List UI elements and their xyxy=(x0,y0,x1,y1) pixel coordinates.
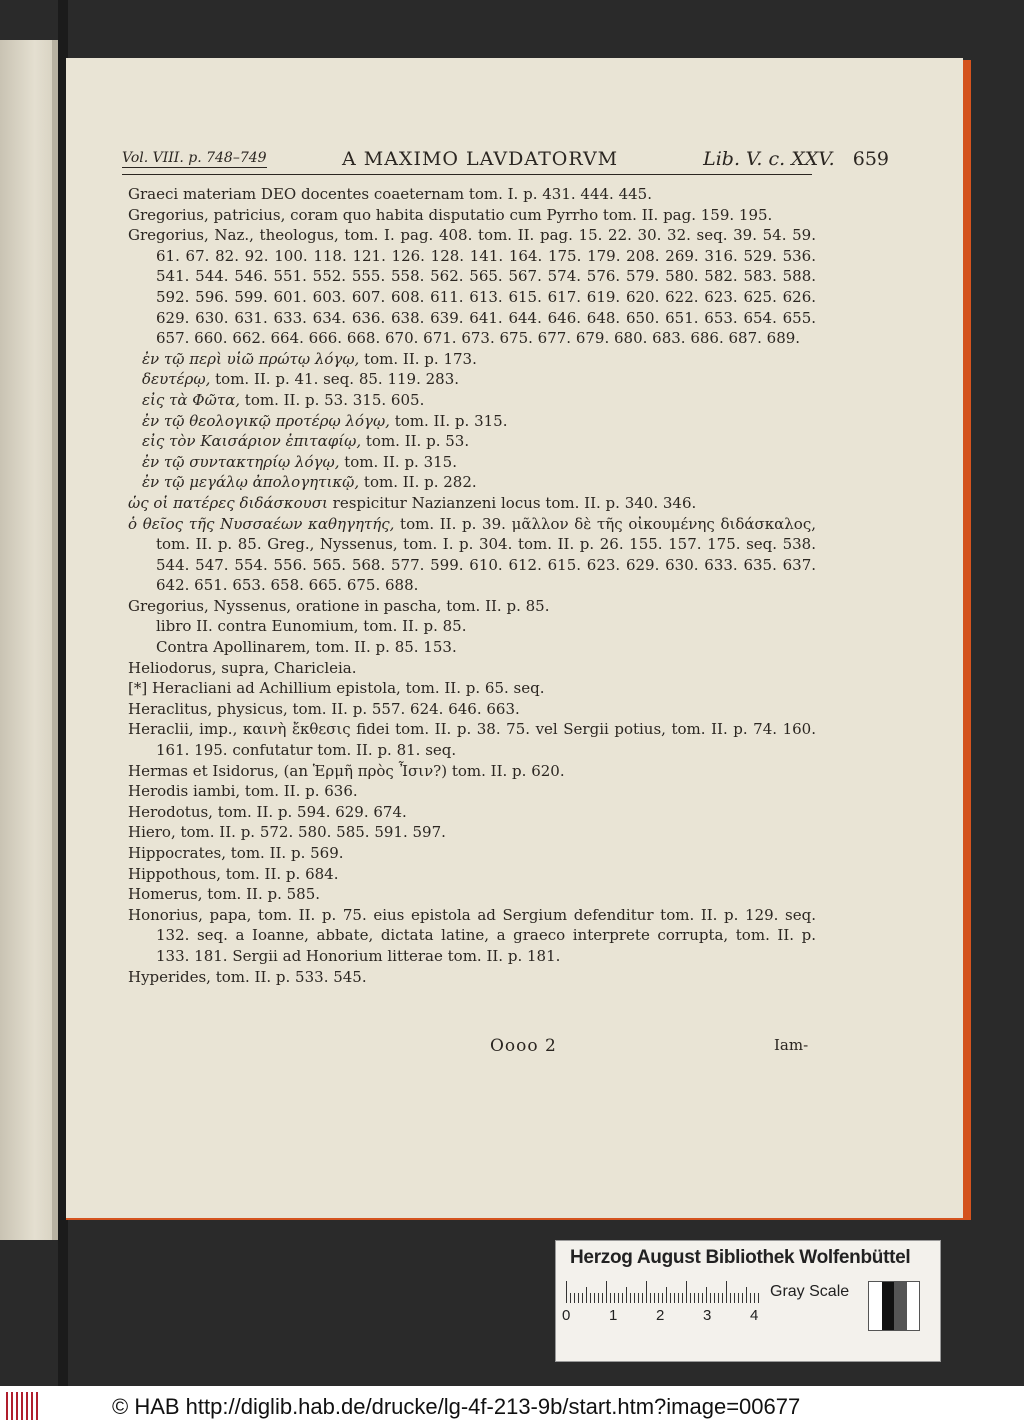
ruler-tick xyxy=(674,1293,675,1303)
ruler-tick xyxy=(574,1293,575,1303)
index-entry xyxy=(128,699,816,720)
ruler-tick xyxy=(754,1293,755,1303)
index-entry-text: Hippothous, tom. II. p. 684. xyxy=(128,864,339,883)
ruler-tick xyxy=(578,1293,579,1303)
gray-swatch xyxy=(894,1282,907,1330)
scale-ruler xyxy=(566,1281,766,1303)
ruler-tick xyxy=(586,1287,587,1303)
ruler-tick xyxy=(682,1293,683,1303)
ruler-tick xyxy=(646,1281,647,1303)
index-entry-text: tom. II. p. 315. xyxy=(389,411,508,430)
index-entry xyxy=(128,843,816,864)
ruler-tick xyxy=(582,1293,583,1303)
ruler-number: 4 xyxy=(750,1307,759,1324)
ruler-tick xyxy=(614,1293,615,1303)
running-head-book-chapter: Lib. V. c. XXV. 659 xyxy=(703,148,889,170)
index-entry xyxy=(142,369,816,390)
index-entry-text: tom. II. p. 173. xyxy=(359,349,477,368)
index-entry-text: Hiero, tom. II. p. 572. 580. 585. 591. 597. xyxy=(128,823,446,842)
gray-swatch xyxy=(907,1282,920,1330)
greek-phrase: ἐν τῷ μεγάλῳ ἀπολογητικῷ, xyxy=(142,473,360,492)
ruler-tick xyxy=(606,1281,607,1303)
index-list xyxy=(128,184,816,987)
ruler-tick xyxy=(670,1293,671,1303)
index-entry xyxy=(128,225,816,349)
ruler-tick xyxy=(650,1293,651,1303)
ruler-tick xyxy=(618,1293,619,1303)
index-entry-text: tom. II. p. 39. μᾶλλον δὲ τῆς οἰκουμένης διδάσκαλος, tom. II. p. 85. Greg., Nyssenus, tom. I. p. 304. tom. II. p. 26. 155. 157. 175. seq. 538. 544. 547. 554. 556. 565. 568. 577. 599. 610. 612. 615. 623. 629. 630. 633. 635. 637. 642. 651. 653. 658. 665. 675. 688. xyxy=(156,514,816,595)
index-entry-text: [*] Heracliani ad Achillium epistola, tom. II. p. 65. seq. xyxy=(128,679,545,698)
index-entry xyxy=(128,184,816,205)
gray-swatch xyxy=(882,1282,895,1330)
ruler-tick xyxy=(726,1281,727,1303)
index-entry-text: tom. II. p. 282. xyxy=(359,473,477,492)
ruler-tick xyxy=(678,1293,679,1303)
index-entry-text: Herodotus, tom. II. p. 594. 629. 674. xyxy=(128,802,407,821)
index-entry-text: libro II. contra Eunomium, tom. II. p. 85. xyxy=(156,617,467,636)
index-entry xyxy=(128,493,816,514)
ruler-tick xyxy=(566,1281,567,1303)
index-entry xyxy=(128,514,816,596)
greek-phrase: εἰς τὰ Φῶτα, xyxy=(142,390,241,409)
ruler-tick xyxy=(642,1293,643,1303)
index-entry xyxy=(142,390,816,411)
index-entry-text: Heraclii, imp., καινὴ ἔκθεσις fidei tom. II. p. 38. 75. vel Sergii potius, tom. II. p. 74. 160. 161. 195. confutatur tom. II. p. 81. seq. xyxy=(128,720,816,760)
ruler-tick xyxy=(602,1293,603,1303)
index-entry xyxy=(136,637,816,658)
index-entry xyxy=(136,616,816,637)
ruler-tick xyxy=(758,1293,759,1303)
ruler-tick xyxy=(626,1287,627,1303)
greek-phrase: ὡς οἱ πατέρες διδάσκουσι xyxy=(128,493,328,512)
index-entry-text: Gregorius, patricius, coram quo habita disputatio cum Pyrrho tom. II. pag. 159. 195. xyxy=(128,205,773,224)
index-entry-text: Honorius, papa, tom. II. p. 75. eius epistola ad Sergium defenditur tom. II. p. 129. seq. 132. seq. a Ioanne, abbate, dictata latine, a graeco interprete corrupta, tom. II. p. 133. 181. Sergii ad Honorium litterae tom. II. p. 181. xyxy=(128,905,816,965)
index-entry-text: tom. II. p. 53. 315. 605. xyxy=(240,390,425,409)
index-entry xyxy=(142,452,816,473)
hab-logo-icon xyxy=(6,1392,42,1420)
ruler-tick xyxy=(734,1293,735,1303)
index-entry xyxy=(128,205,816,226)
index-entry xyxy=(128,864,816,885)
ruler-tick xyxy=(622,1293,623,1303)
gray-swatch xyxy=(869,1282,882,1330)
index-entry xyxy=(128,678,816,699)
index-entry-text: Hyperides, tom. II. p. 533. 545. xyxy=(128,967,367,986)
running-head xyxy=(122,148,889,172)
ruler-tick xyxy=(722,1293,723,1303)
ruler-tick xyxy=(746,1287,747,1303)
index-entry-text: Heraclitus, physicus, tom. II. p. 557. 624. 646. 663. xyxy=(128,699,520,718)
index-entry xyxy=(128,967,816,988)
index-entry-text: Heliodorus, supra, Charicleia. xyxy=(128,658,357,677)
ruler-tick xyxy=(750,1293,751,1303)
index-entry xyxy=(128,761,816,782)
ruler-number: 0 xyxy=(562,1307,571,1324)
index-entry-text: Contra Apollinarem, tom. II. p. 85. 153. xyxy=(156,638,457,657)
index-entry-text: tom. II. p. 41. seq. 85. 119. 283. xyxy=(210,370,460,389)
signature-mark: Oooo 2 xyxy=(490,1036,557,1056)
ruler-tick xyxy=(742,1293,743,1303)
ruler-number: 1 xyxy=(609,1307,618,1324)
index-entry-text: Herodis iambi, tom. II. p. 636. xyxy=(128,782,358,801)
ruler-tick xyxy=(638,1293,639,1303)
catchword: Iam- xyxy=(774,1036,809,1054)
ruler-tick xyxy=(730,1293,731,1303)
greek-phrase: εἰς τὸν Καισάριον ἐπιταφίῳ, xyxy=(142,432,362,451)
index-entry xyxy=(128,719,816,760)
greek-phrase: ὁ θεῖος τῆς Νυσσαέων καθηγητής, xyxy=(128,514,395,533)
index-entry xyxy=(128,596,816,617)
gray-scale-label: Gray Scale xyxy=(770,1283,850,1300)
ruler-number: 2 xyxy=(656,1307,665,1324)
ruler-tick xyxy=(706,1287,707,1303)
ruler-tick xyxy=(662,1293,663,1303)
ruler-tick xyxy=(714,1293,715,1303)
gray-scale-swatches xyxy=(868,1281,920,1331)
ruler-tick xyxy=(694,1293,695,1303)
ruler-tick xyxy=(598,1293,599,1303)
scale-ruler-numbers xyxy=(562,1307,786,1327)
index-entry xyxy=(142,431,816,452)
library-name: Herzog August Bibliothek Wolfenbüttel xyxy=(570,1247,911,1268)
ruler-tick xyxy=(666,1287,667,1303)
ruler-tick xyxy=(634,1293,635,1303)
index-entry-text: Graeci materiam DEO docentes coaeternam tom. I. p. 431. 444. 445. xyxy=(128,185,652,203)
header-rule xyxy=(122,174,812,175)
index-entry xyxy=(128,802,816,823)
ruler-tick xyxy=(686,1281,687,1303)
running-head-volume-ref: Vol. VIII. p. 748–749 xyxy=(122,150,267,166)
index-entry-text: tom. II. p. 315. xyxy=(339,452,457,471)
ruler-tick xyxy=(738,1293,739,1303)
book-page xyxy=(66,58,963,1218)
ruler-tick xyxy=(630,1293,631,1303)
index-entry xyxy=(128,884,816,905)
ruler-tick xyxy=(590,1293,591,1303)
greek-phrase: ἐν τῷ περὶ υἱῶ πρώτῳ λόγῳ, xyxy=(142,349,360,368)
ruler-tick xyxy=(702,1293,703,1303)
greek-phrase: ἐν τῷ συντακτηρίῳ λόγῳ, xyxy=(142,452,340,471)
facing-page-edge xyxy=(0,40,58,1240)
ruler-tick xyxy=(570,1293,571,1303)
ruler-tick xyxy=(718,1293,719,1303)
ruler-tick xyxy=(610,1293,611,1303)
index-entry-text: Hippocrates, tom. II. p. 569. xyxy=(128,844,344,862)
ruler-tick xyxy=(658,1293,659,1303)
ruler-tick xyxy=(654,1293,655,1303)
ruler-tick xyxy=(594,1293,595,1303)
ruler-tick xyxy=(698,1293,699,1303)
index-entry xyxy=(128,781,816,802)
index-entry xyxy=(128,658,816,679)
index-entry-text: Hermas et Isidorus, (an Ἑρμῆ πρὸς Ἶσιν?) tom. II. p. 620. xyxy=(128,761,565,780)
index-entry xyxy=(128,905,816,967)
ruler-tick xyxy=(710,1293,711,1303)
ruler-tick xyxy=(690,1293,691,1303)
index-entry xyxy=(142,411,816,432)
running-head-title: A MAXIMO LAVDATORVM xyxy=(342,148,619,170)
index-entry-text: tom. II. p. 53. xyxy=(361,432,470,451)
index-entry xyxy=(128,822,816,843)
index-entry-text: respicitur Nazianzeni locus tom. II. p. 340. 346. xyxy=(327,493,697,512)
viewer-footer xyxy=(0,1386,1024,1428)
greek-phrase: ἐν τῷ θεολογικῷ προτέρῳ λόγῳ, xyxy=(142,411,390,430)
index-entry xyxy=(142,472,816,493)
index-entry-text: Homerus, tom. II. p. 585. xyxy=(128,885,321,904)
footer-url[interactable]: © HAB http://diglib.hab.de/drucke/lg-4f-213-9b/start.htm?image=00677 xyxy=(112,1394,801,1419)
index-entry-text: Gregorius, Nyssenus, oratione in pascha, tom. II. p. 85. xyxy=(128,596,550,615)
ruler-number: 3 xyxy=(703,1307,712,1324)
index-entry-text: Gregorius, Naz., theologus, tom. I. pag. 408. tom. II. pag. 15. 22. 30. 32. seq. 39. 54. 59. 61. 67. 82. 92. 100. 118. 121. 126. 128. 141. 164. 175. 179. 208. 269. 316. 529. 536. 541. 544. 546. 551. 552. 555. 558. 562. 565. 567. 574. 576. 579. 580. 582. 583. 588. 592. 596. 599. 601. 603. 607. 608. 611. 613. 615. 617. 619. 620. 622. 623. 625. 626. 629. 630. 631. 633. 634. 636. 638. 639. 641. 644. 646. 648. 650. 651. 653. 654. 655. 657. 660. 662. 664. 666. 668. 670. 671. 673. 675. 677. 679. 680. 683. 686. 687. 689. xyxy=(128,226,816,348)
library-color-chart xyxy=(555,1240,941,1362)
index-entry xyxy=(142,349,816,370)
greek-phrase: δευτέρῳ, xyxy=(142,370,211,389)
page-number: 659 xyxy=(852,148,889,170)
